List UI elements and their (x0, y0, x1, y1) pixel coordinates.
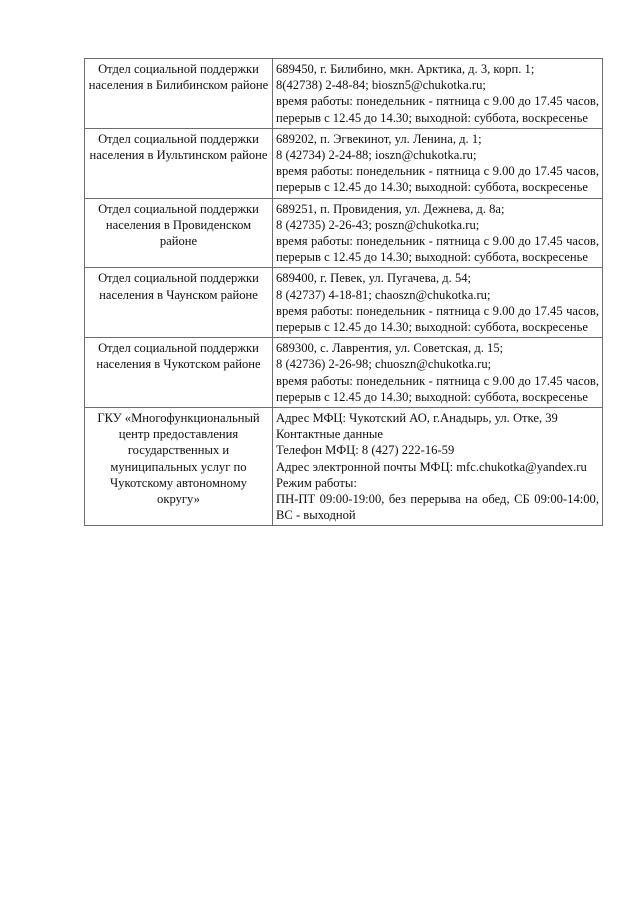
phone-email-text: 8 (42736) 2-26-98; chuoszn@chukotka.ru; (276, 357, 492, 372)
organization-cell: Отдел социальной поддержки населения в Провиденском районе (85, 198, 273, 268)
phone-email-text: 8 (42737) 4-18-81; chaoszn@chukotka.ru; (276, 287, 491, 302)
table-row (85, 338, 603, 408)
work-hours-text: время работы: понедельник - пятница с 9.00 до 17.45 часов, перерыв с 12.45 до 14.30; выходной: суббота, воскресенье (276, 303, 599, 335)
contact-info-cell (273, 268, 603, 338)
mfc-work-hours-text: ПН-ПТ 09:00-19:00, без перерыва на обед, СБ 09:00-14:00, ВС - выходной (276, 492, 599, 523)
mfc-phone-text: Телефон МФЦ: 8 (427) 222-16-59 (276, 443, 455, 458)
table-row (85, 268, 603, 338)
phone-email-text: 8 (42735) 2-26-43; poszn@chukotka.ru; (276, 217, 480, 232)
work-hours-text: время работы: понедельник - пятница с 9.00 до 17.45 часов, перерыв с 12.45 до 14.30; выходной: суббота, воскресенье (276, 94, 599, 125)
phone-email-text: 8(42738) 2-48-84; bioszn5@chukotka.ru; (276, 78, 486, 93)
table-row (85, 59, 603, 129)
mfc-organization-cell: ГКУ «Многофункциональный центр предоставления государственных и муниципальных услуг по Чукотскому автономному округу» (85, 408, 273, 526)
contacts-table (84, 58, 603, 526)
address-text: 689400, г. Певек, ул. Пугачева, д. 54; (276, 271, 472, 286)
mfc-hours-heading: Режим работы: (276, 475, 357, 490)
address-text: 689450, г. Билибино, мкн. Арктика, д. 3, корп. 1; (276, 62, 535, 76)
contact-info-cell (273, 338, 603, 408)
organization-cell: Отдел социальной поддержки населения в Чукотском районе (85, 338, 273, 408)
organization-cell: Отдел социальной поддержки населения в Билибинском районе (85, 59, 273, 129)
phone-email-text: 8 (42734) 2-24-88; ioszn@chukotka.ru; (276, 148, 477, 163)
work-hours-text: время работы: понедельник - пятница с 9.00 до 17.45 часов, перерыв с 12.45 до 14.30; выходной: суббота, воскресенье (276, 234, 599, 265)
mfc-contacts-heading: Контактные данные (276, 427, 383, 442)
address-text: 689202, п. Эгвекинот, ул. Ленина, д. 1; (276, 131, 482, 146)
contact-info-cell (273, 198, 603, 268)
organization-cell: Отдел социальной поддержки населения в Иультинском районе (85, 128, 273, 198)
table-row-mfc (85, 408, 603, 526)
mfc-contact-info-cell (273, 408, 603, 526)
mfc-email-text: Адрес электронной почты МФЦ: mfc.chukotka@yandex.ru (276, 459, 587, 474)
table-row (85, 128, 603, 198)
work-hours-text: время работы: понедельник - пятница с 9.00 до 17.45 часов, перерыв с 12.45 до 14.30; выходной: суббота, воскресенье (276, 164, 599, 195)
organization-cell: Отдел социальной поддержки населения в Чаунском районе (85, 268, 273, 338)
work-hours-text: время работы: понедельник - пятница с 9.00 до 17.45 часов, перерыв с 12.45 до 14.30; выходной: суббота, воскресенье (276, 373, 599, 404)
contact-info-cell (273, 128, 603, 198)
table-row (85, 198, 603, 268)
contact-info-cell (273, 59, 603, 129)
address-text: 689300, с. Лаврентия, ул. Советская, д. 15; (276, 341, 504, 356)
mfc-address-text: Адрес МФЦ: Чукотский АО, г.Анадырь, ул. Отке, 39 (276, 411, 558, 426)
address-text: 689251, п. Провидения, ул. Дежнева, д. 8а; (276, 201, 505, 216)
